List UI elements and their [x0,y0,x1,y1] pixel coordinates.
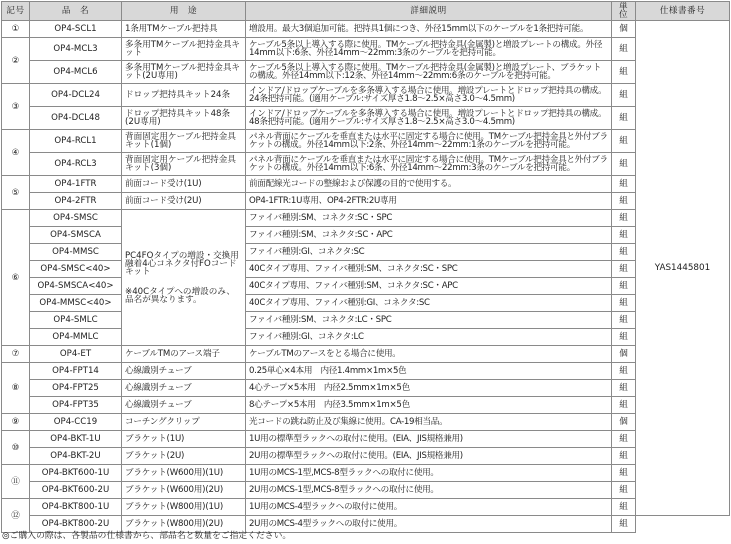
item-unit: 組 [612,176,636,193]
item-unit: 組 [612,499,636,516]
item-model: OP4-MCL3 [30,38,122,61]
item-unit: 組 [612,312,636,329]
item-use: 心線識別チューブ [122,380,246,397]
table-row [2,21,730,38]
item-model: OP4-ET [30,346,122,363]
item-mark: ② [2,38,30,84]
group-use-note: ※40Cタイプへの増設のみ、品名が異なります。 [125,286,235,305]
spec-number: YAS1445801 [636,21,730,516]
item-unit: 組 [612,227,636,244]
table-row [2,107,730,130]
item-unit: 組 [612,380,636,397]
item-unit: 組 [612,431,636,448]
item-model: OP4-CC19 [30,414,122,431]
item-model: OP4-FPT25 [30,380,122,397]
item-desc: 1U用の標準型ラックへの取付に使用。(EIA、JIS規格兼用) [246,431,612,448]
item-use: 前面コード受け(2U) [122,193,246,210]
item-model: OP4-SCL1 [30,21,122,38]
table-row [2,295,730,312]
table-row [2,312,730,329]
item-unit: 組 [612,130,636,153]
item-mark: ⑧ [2,363,30,414]
item-desc: 2U用のMCS-1型,MCS-8型ラックへの取付に使用。 [246,482,612,499]
item-mark: ⑤ [2,176,30,210]
item-mark: ④ [2,130,30,176]
item-desc: ファイバ種別:SM、コネクタ:SC・SPC [246,210,612,227]
item-model: OP4-BKT-2U [30,448,122,465]
table-row [2,329,730,346]
item-unit: 組 [612,244,636,261]
table-row [2,346,730,363]
item-desc: 増設用。最大3個追加可能。把持具1個につき、外径15mm以下のケーブルを1条把持可能。 [246,21,612,38]
item-model: OP4-DCL48 [30,107,122,130]
table-row [2,153,730,176]
item-desc: ファイバ種別:SM、コネクタ:SC・APC [246,227,612,244]
item-mark: ⑪ [2,465,30,499]
item-desc: 2U用の標準型ラックへの取付に使用。(EIA、JIS規格兼用) [246,448,612,465]
table-row [2,380,730,397]
table-row [2,363,730,380]
table-row [2,244,730,261]
table-row [2,130,730,153]
item-desc: 1U用のMCS-1型,MCS-8型ラックへの取付に使用。 [246,465,612,482]
item-unit: 組 [612,107,636,130]
item-unit: 組 [612,84,636,107]
item-desc: 0.25単心×4本用 内径1.4mm×1m×5色 [246,363,612,380]
item-model: OP4-SMLC [30,312,122,329]
item-desc: OP4-1FTR:1U専用、OP4-2FTR:2U専用 [246,193,612,210]
item-model: OP4-BKT600-2U [30,482,122,499]
item-use: ブラケット(1U) [122,431,246,448]
header-row [2,2,730,21]
item-unit: 組 [612,210,636,227]
item-use: 前面コード受け(1U) [122,176,246,193]
item-use: 心線識別チューブ [122,363,246,380]
item-model: OP4-RCL3 [30,153,122,176]
item-mark: ⑫ [2,499,30,533]
item-desc: ケーブル5条以上導入する際に使用。TMケーブル把持金具(金属製)と増設プレート、ブラケットの構成。外径14mm以下:12条、外径14mm〜22mm:6条のケーブルを把持可能。 [246,61,612,84]
header-spec: 仕様書番号 [636,2,730,21]
item-use: ケーブルTMのアース端子 [122,346,246,363]
item-use: ドロップ把持具キット24条 [122,84,246,107]
item-use: ドロップ把持具キット48条(2U専用) [122,107,246,130]
item-unit: 組 [612,516,636,533]
table-row [2,465,730,482]
item-unit: 組 [612,482,636,499]
item-model: OP4-DCL24 [30,84,122,107]
item-unit: 組 [612,465,636,482]
item-desc: 40Cタイプ専用、ファイバ種別:SM、コネクタ:SC・APC [246,278,612,295]
item-model: OP4-MMSC [30,244,122,261]
item-use: 背面固定用ケーブル把持金具キット(3個) [122,153,246,176]
header-use: 用 途 [122,2,246,21]
item-use: 背面固定用ケーブル把持金具キット(1個) [122,130,246,153]
item-desc: ファイバ種別:GI、コネクタ:LC [246,329,612,346]
options-spec-table [1,1,730,533]
table-row [2,210,730,227]
item-use: ブラケット(2U) [122,448,246,465]
table-row [2,397,730,414]
item-unit: 組 [612,61,636,84]
item-desc: パネル背面にケーブルを垂直または水平に固定する場合に使用。TMケーブル把持金具と外付ブラケットの構成。外径14mm以下:2条、外径14mm〜22mm:1条のケーブルを把持可能。 [246,130,612,153]
table-row [2,414,730,431]
item-model: OP4-FPT14 [30,363,122,380]
item-model: OP4-SMSCA<40> [30,278,122,295]
item-use: ブラケット(W600用)(2U) [122,482,246,499]
table-row [2,482,730,499]
item-use: ブラケット(W800用)(1U) [122,499,246,516]
item-use: コーチングクリップ [122,414,246,431]
item-unit: 組 [612,363,636,380]
table-row [2,261,730,278]
item-unit: 個 [612,21,636,38]
item-model: OP4-MMLC [30,329,122,346]
item-desc: 1U用のMCS-4型ラックへの取付に使用。 [246,499,612,516]
item-unit: 組 [612,261,636,278]
item-desc: 2U用のMCS-4型ラックへの取付に使用。 [246,516,612,533]
item-model: OP4-SMSCA [30,227,122,244]
group-use-main: PC4FOタイプの増設・交換用融着4心コネクタ付FOコードキット [125,250,239,277]
item-use: ブラケット(W600用)(1U) [122,465,246,482]
item-desc: 前面配線光コードの整線および保護の目的で使用する。 [246,176,612,193]
item-model: OP4-1FTR [30,176,122,193]
item-model: OP4-SMSC<40> [30,261,122,278]
item-use: 多条用TMケーブル把持金具キット [122,38,246,61]
item-model: OP4-BKT800-1U [30,499,122,516]
item-desc: ケーブル5条以上導入する際に使用。TMケーブル把持金具(金属製)と増設プレートの構成。外径14mm以下:6条、外径14mm〜22mm:3条のケーブルを把持可能。 [246,38,612,61]
header-mark: 記号 [2,2,30,21]
item-unit: 組 [612,38,636,61]
header-unit: 単位 [612,2,636,21]
item-use: ブラケット(W800用)(2U) [122,516,246,533]
item-use: 多条用TMケーブル把持金具キット(2U専用) [122,61,246,84]
item-mark: ⑨ [2,414,30,431]
purchase-note: ◎ご購入の際は、各製品の仕様書から、部品名と数量をご指定ください。 [2,531,292,541]
item-desc: インドア/ドロップケーブルを多条導入する場合に使用。増設プレートとドロップ把持具の構成。48条把持可能。(適用ケーブル:サイズ厚さ1.8〜2.5×高さ3.0〜4.5mm) [246,107,612,130]
table-row [2,431,730,448]
item-desc: ファイバ種別:SM、コネクタ:LC・SPC [246,312,612,329]
table-row [2,499,730,516]
header-desc: 詳細説明 [246,2,612,21]
item-unit: 組 [612,329,636,346]
item-desc: 光コードの跳ね防止及び集線に使用。CA-19相当品。 [246,414,612,431]
item-model: OP4-FPT35 [30,397,122,414]
item-model: OP4-RCL1 [30,130,122,153]
item-desc: インドア/ドロップケーブルを多条導入する場合に使用。増設プレートとドロップ把持具の構成。24条把持可能。(適用ケーブル:サイズ厚さ1.8〜2.5×高さ3.0〜4.5mm) [246,84,612,107]
item-unit: 組 [612,193,636,210]
table-row [2,227,730,244]
item-use: 1条用TMケーブル把持具 [122,21,246,38]
item-model: OP4-SMSC [30,210,122,227]
group-use [122,210,246,346]
item-mark: ⑥ [2,210,30,346]
header-model: 品 名 [30,2,122,21]
item-desc: ケーブルTMのアースをとる場合に使用。 [246,346,612,363]
item-unit: 個 [612,346,636,363]
item-unit: 組 [612,295,636,312]
item-mark: ③ [2,84,30,130]
item-use: 心線識別チューブ [122,397,246,414]
item-desc: 40Cタイプ専用、ファイバ種別:SM、コネクタ:SC・SPC [246,261,612,278]
table-row [2,278,730,295]
item-model: OP4-2FTR [30,193,122,210]
table-row [2,176,730,193]
table-row [2,193,730,210]
item-model: OP4-BKT600-1U [30,465,122,482]
item-mark: ① [2,21,30,38]
table-row [2,61,730,84]
item-desc: ファイバ種別:GI、コネクタ:SC [246,244,612,261]
item-mark: ⑦ [2,346,30,363]
item-desc: 8心テープ×5本用 内径3.5mm×1m×5色 [246,397,612,414]
item-model: OP4-MMSC<40> [30,295,122,312]
table-row [2,448,730,465]
table-row [2,38,730,61]
table-row [2,84,730,107]
item-unit: 組 [612,278,636,295]
item-mark: ⑩ [2,431,30,465]
item-model: OP4-BKT800-2U [30,516,122,533]
item-unit: 組 [612,397,636,414]
item-model: OP4-BKT-1U [30,431,122,448]
item-desc: 40Cタイプ専用、ファイバ種別:GI、コネクタ:SC [246,295,612,312]
item-unit: 組 [612,153,636,176]
item-unit: 個 [612,414,636,431]
item-unit: 組 [612,448,636,465]
item-desc: 4心テープ×5本用 内径2.5mm×1m×5色 [246,380,612,397]
item-desc: パネル背面にケーブルを垂直または水平に固定する場合に使用。TMケーブル把持金具と外付ブラケットの構成。外径14mm以下:6条、外径14mm〜22mm:3条のケーブルを把持可能。 [246,153,612,176]
item-model: OP4-MCL6 [30,61,122,84]
